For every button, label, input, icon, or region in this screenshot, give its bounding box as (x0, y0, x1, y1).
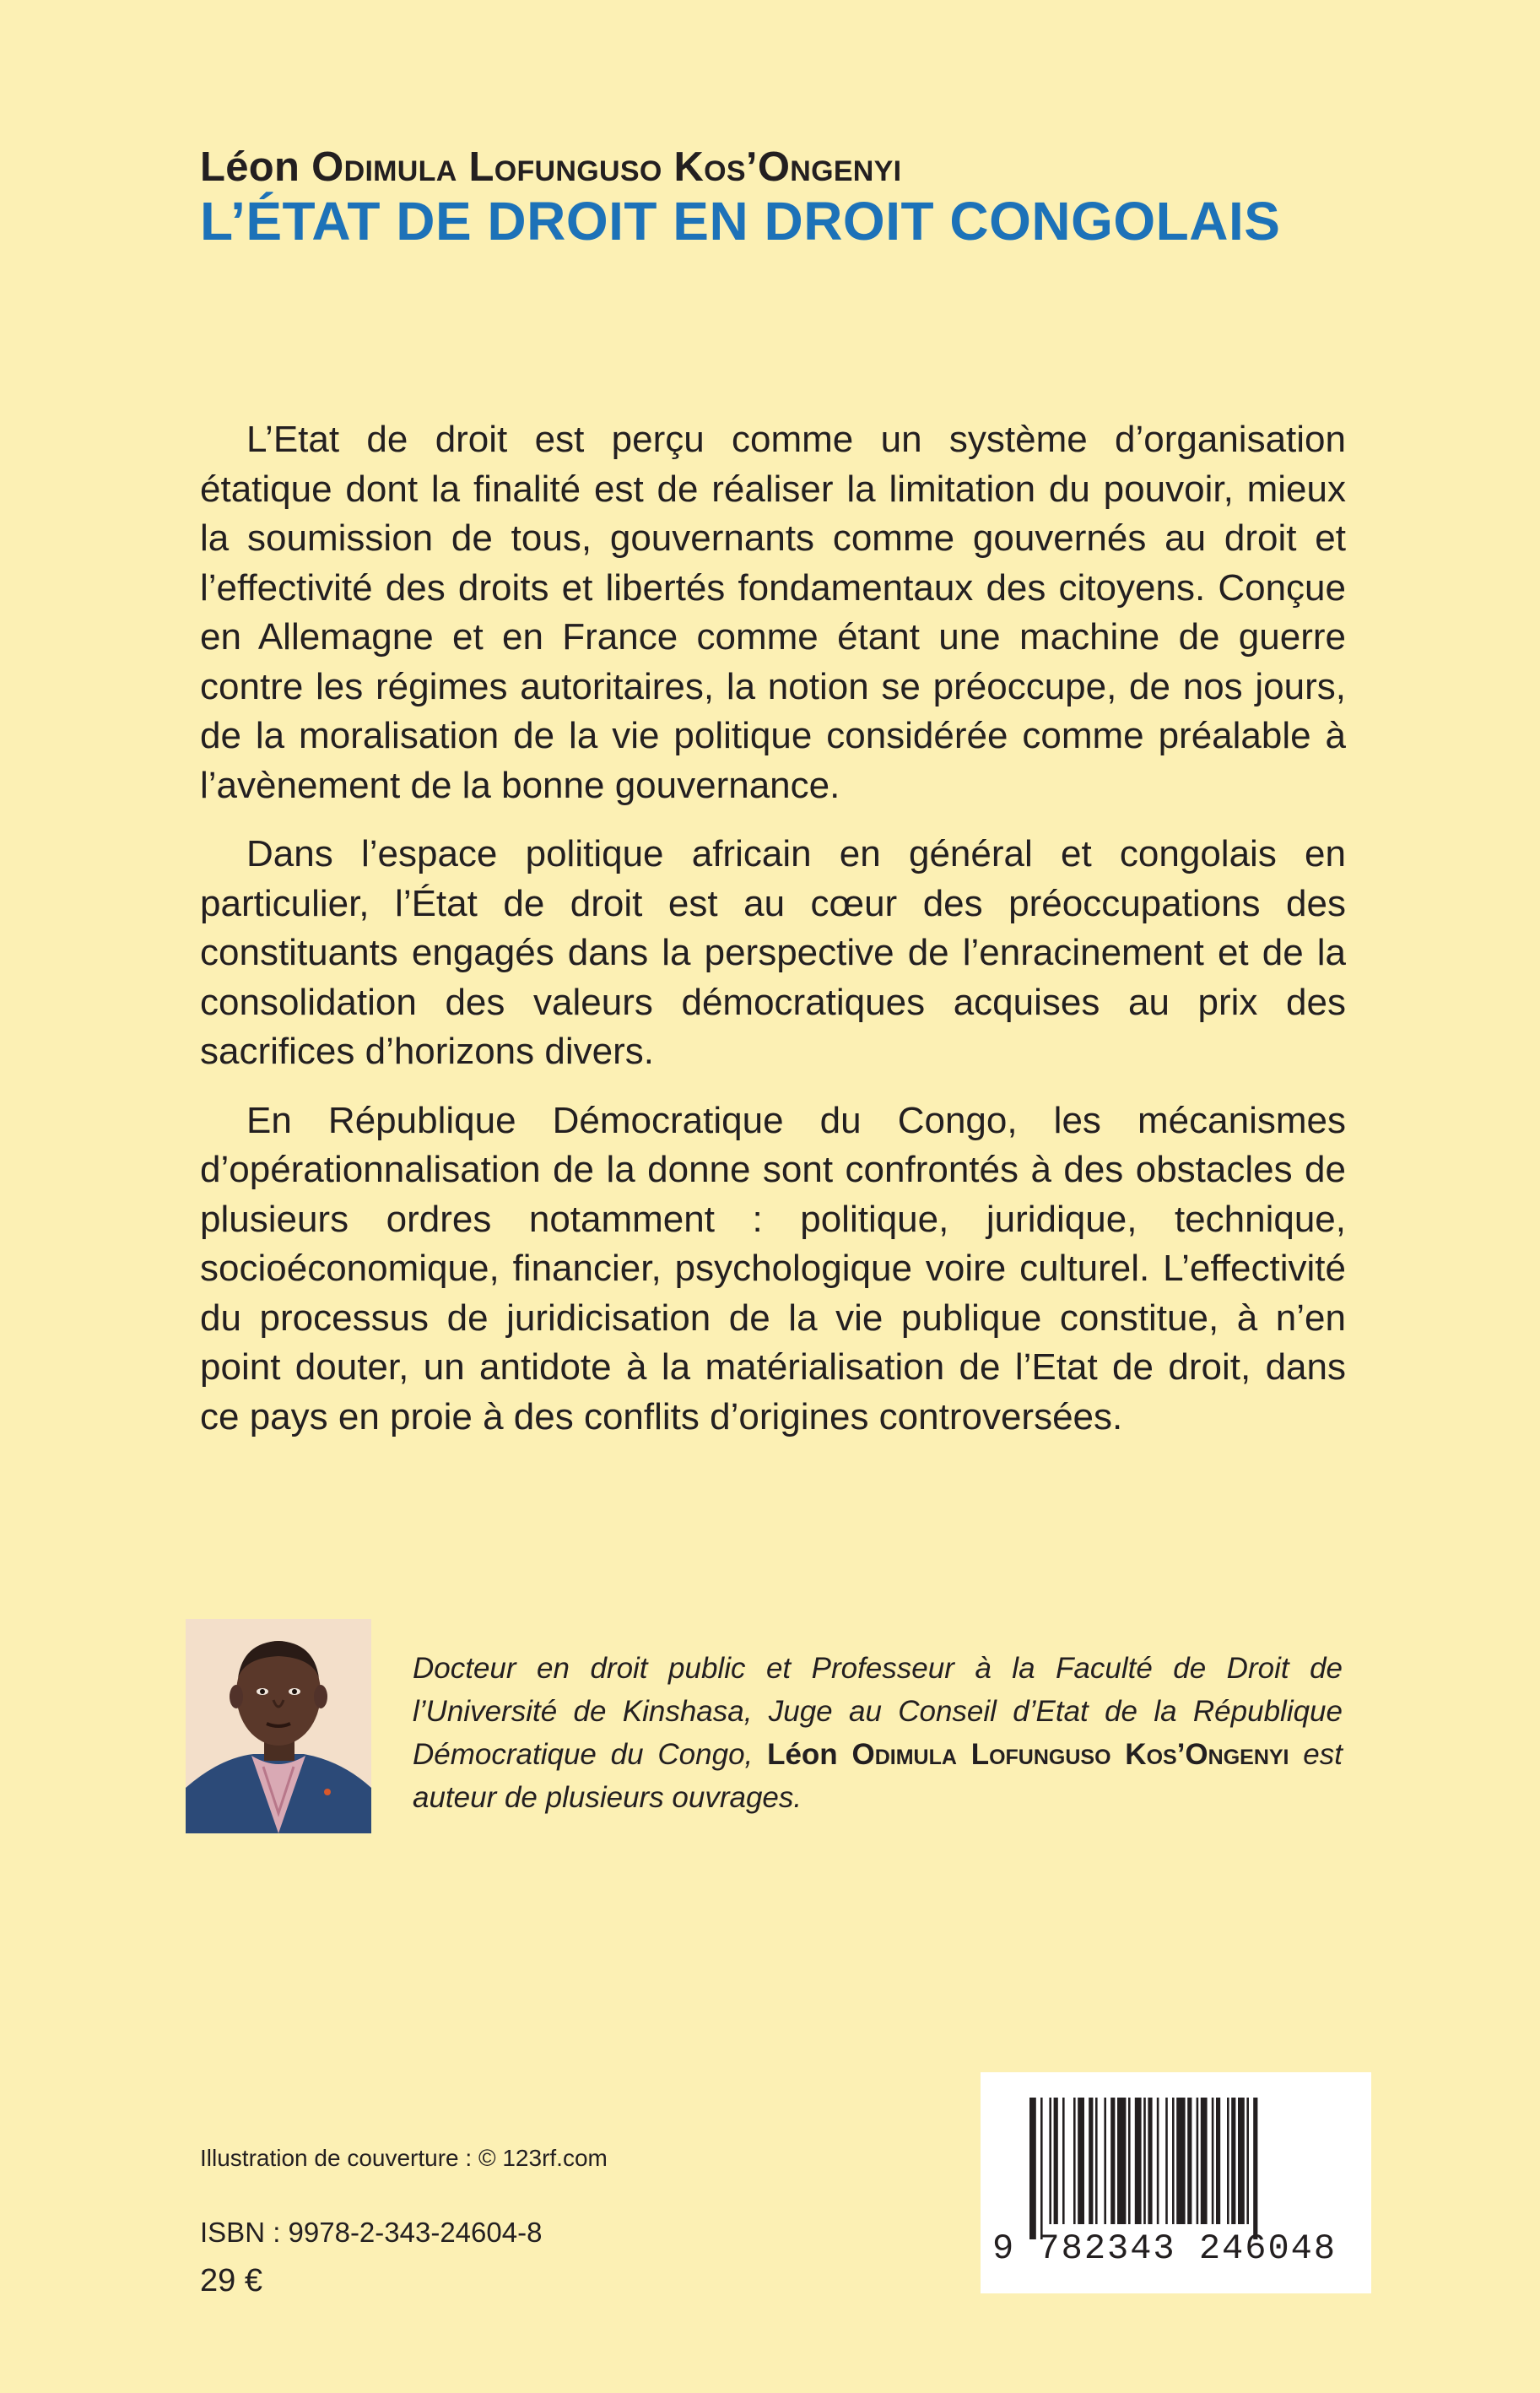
author-name (200, 142, 901, 192)
author-bio-surname: Odimula Lofunguso Kos’Ongenyi (851, 1738, 1289, 1771)
barcode-digits: 9 782343 246048 (992, 2228, 1337, 2269)
barcode-bar (1238, 2098, 1245, 2224)
barcode-bar (1089, 2098, 1093, 2224)
barcode-bar (1054, 2098, 1058, 2224)
author-bio-text: Docteur en droit public et Professeur à la Faculté de Droit de l’Université de Kinshasa, Juge au Conseil d’Etat de la République Démocratique du Congo, (413, 1652, 1343, 1771)
barcode-bar (1172, 2098, 1175, 2224)
barcode-bar (1029, 2098, 1036, 2239)
barcode-bar (1073, 2098, 1076, 2224)
barcode-bar (1212, 2098, 1214, 2224)
barcode-bar (1165, 2098, 1168, 2224)
barcode-bar (1143, 2098, 1146, 2224)
barcode-bar (1187, 2098, 1191, 2224)
summary-text (200, 415, 1346, 1461)
barcode-bar (1135, 2098, 1142, 2224)
barcode-bar (1095, 2098, 1098, 2224)
barcode-bar (1110, 2098, 1115, 2224)
barcode-bar (1062, 2098, 1065, 2224)
author-first-name: Léon (200, 144, 300, 190)
summary-paragraph-1: L’Etat de droit est perçu comme un système d’organisation étatique dont la finalité est de réaliser la limitation du pouvoir, mieux la soumission de tous, gouvernants comme gouvernés au droit et l’effectivité des droits et libertés fondamentaux des citoyens. Conçue en Allemagne et en France comme étant une machine de guerre contre les régimes autoritaires, la notion se préoccupe, de nos jours, de la moralisation de la vie politique considérée comme préalable à l’avènement de la bonne gouvernance. (200, 419, 1346, 806)
barcode-bar (1117, 2098, 1126, 2224)
author-bio-first-name: Léon (767, 1738, 838, 1771)
barcode-bar (1176, 2098, 1185, 2224)
summary-paragraph-2: Dans l’espace politique africain en général et congolais en particulier, l’État de droit est au cœur des préoccupations des constituants engagés dans la perspective de l’enracinement et de la consolidation des valeurs démocratiques acquises au prix des sacrifices d’horizons divers. (200, 833, 1346, 1072)
illustration-credit: Illustration de couverture : © 123rf.com (200, 2145, 608, 2171)
barcode-bar (1231, 2098, 1235, 2224)
author-bio-ending: est auteur de plusieurs ouvrages. (413, 1738, 1343, 1814)
barcode-bar (1049, 2098, 1051, 2224)
barcode-bar (1128, 2098, 1131, 2224)
barcode-bar (1253, 2098, 1257, 2239)
barcode (981, 2072, 1371, 2293)
summary-paragraph-3: En République Démocratique du Congo, les mécanismes d’opérationnalisation de la donne sont confrontés à des obstacles de plusieurs ordres notamment : politique, juridique, technique, socioéconomique, financier, psychologique voire culturel. L’effectivité du processus de juridicisation de la vie publique constitue, à n’en point douter, un antidote à la matérialisation de l’Etat de droit, dans ce pays en proie à des conflits d’origines controversées. (200, 1099, 1346, 1437)
barcode-bar (1078, 2098, 1084, 2224)
barcode-bar (1216, 2098, 1220, 2224)
isbn-number: ISBN : 9978-2-343-24604-8 (200, 2217, 543, 2248)
author-surname: Odimula Lofunguso Kos’Ongenyi (311, 144, 902, 190)
book-title: L’ÉTAT DE DROIT EN DROIT CONGOLAIS (200, 191, 1281, 252)
author-bio (413, 1647, 1343, 1819)
barcode-bar (1227, 2098, 1229, 2224)
barcode-bar (1148, 2098, 1152, 2224)
author-photo (186, 1619, 371, 1833)
author-bio-name (767, 1738, 1289, 1771)
barcode-bar (1201, 2098, 1208, 2224)
barcode-bar (1197, 2098, 1199, 2224)
barcode-bar (1157, 2098, 1159, 2224)
barcode-bar (1246, 2098, 1249, 2224)
barcode-bar (1104, 2098, 1106, 2224)
price: 29 € (200, 2263, 262, 2298)
barcode-bar (1040, 2098, 1043, 2239)
